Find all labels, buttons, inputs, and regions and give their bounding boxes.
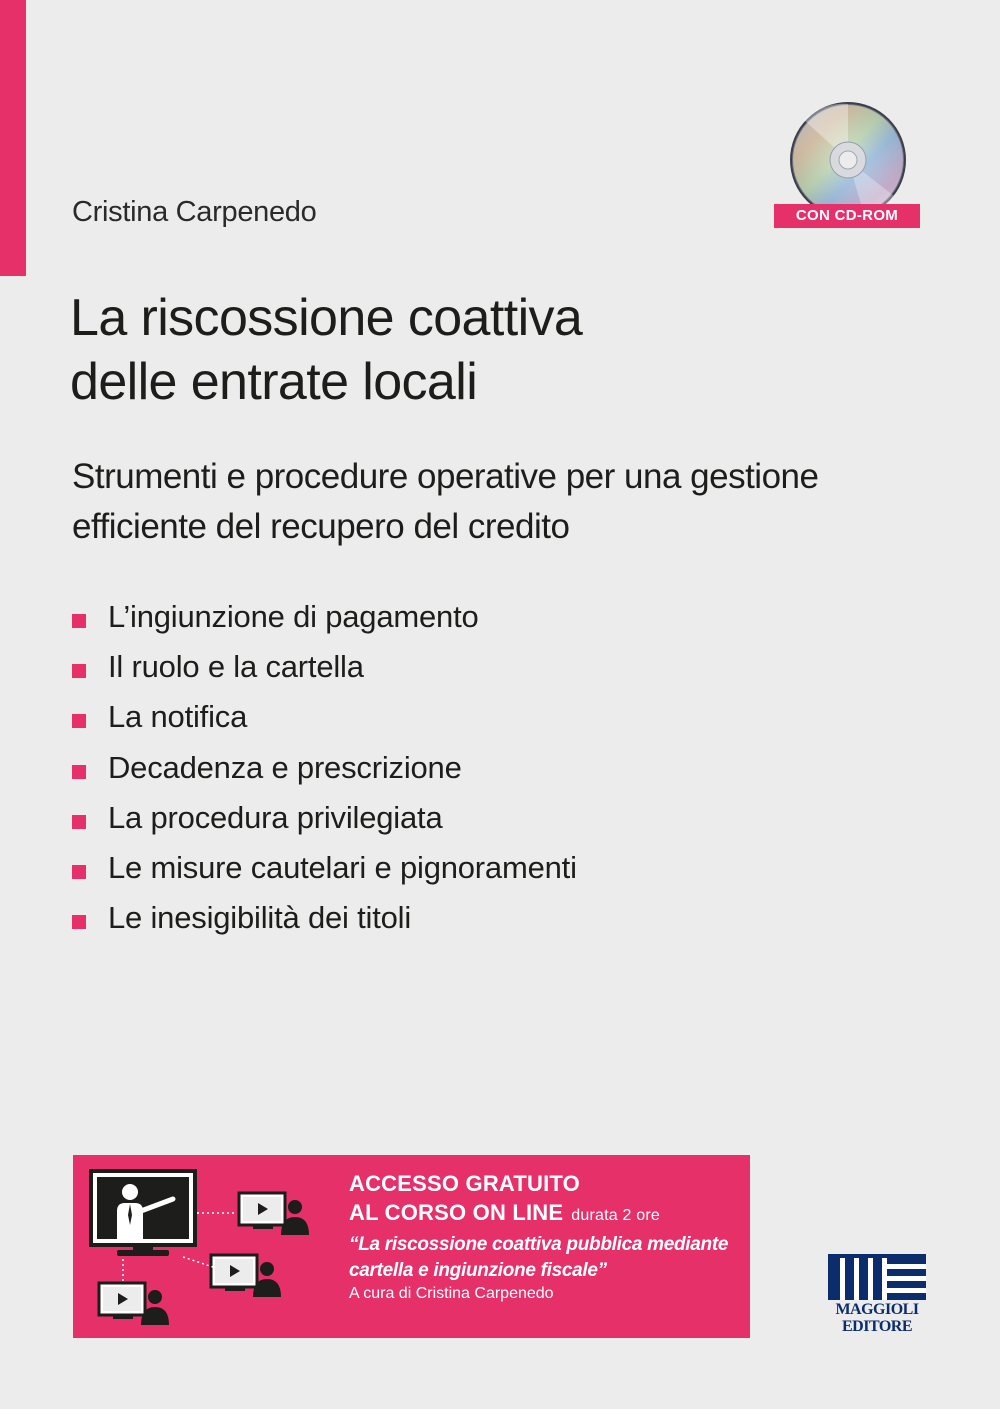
square-bullet-icon xyxy=(72,714,86,728)
publisher-name xyxy=(828,1301,926,1335)
maggioli-logo-icon xyxy=(828,1254,926,1300)
author-name: Cristina Carpenedo xyxy=(72,196,317,228)
book-title xyxy=(70,286,582,414)
topic-label: La procedura privilegiata xyxy=(108,799,443,835)
online-course-icon xyxy=(73,1155,343,1338)
online-course-banner xyxy=(73,1155,750,1338)
list-item xyxy=(72,893,577,943)
topic-label: Decadenza e prescrizione xyxy=(108,749,462,785)
book-subtitle xyxy=(72,452,818,552)
course-duration: durata 2 ore xyxy=(571,1207,660,1224)
topic-label: Le misure cautelari e pignoramenti xyxy=(108,850,577,886)
list-item xyxy=(72,642,577,692)
course-title-line: cartella e ingiunzione fiscale” xyxy=(349,1260,607,1281)
list-item xyxy=(72,692,577,742)
list-item xyxy=(72,793,577,843)
cd-rom-badge: CON CD-ROM xyxy=(774,204,920,228)
square-bullet-icon xyxy=(72,664,86,678)
subtitle-line: efficiente del recupero del credito xyxy=(72,507,570,546)
subtitle-line: Strumenti e procedure operative per una gestione xyxy=(72,457,819,496)
publisher-name-line: MAGGIOLI xyxy=(835,1301,919,1318)
accent-bar xyxy=(0,0,26,276)
course-title-line: “La riscossione coattiva pubblica mediante xyxy=(349,1234,729,1255)
list-item xyxy=(72,743,577,793)
online-course-heading xyxy=(349,1198,728,1230)
publisher-logo xyxy=(828,1254,926,1344)
square-bullet-icon xyxy=(72,915,86,929)
course-title xyxy=(349,1232,728,1284)
course-curator: A cura di Cristina Carpenedo xyxy=(349,1285,554,1302)
publisher-name-line: EDITORE xyxy=(841,1318,912,1335)
topic-list xyxy=(72,592,577,943)
square-bullet-icon xyxy=(72,815,86,829)
list-item xyxy=(72,592,577,642)
title-line: delle entrate locali xyxy=(70,353,478,411)
square-bullet-icon xyxy=(72,865,86,879)
list-item xyxy=(72,843,577,893)
square-bullet-icon xyxy=(72,765,86,779)
topic-label: La notifica xyxy=(108,699,248,735)
online-course-label: AL CORSO ON LINE xyxy=(349,1200,564,1225)
square-bullet-icon xyxy=(72,614,86,628)
course-info xyxy=(349,1169,728,1304)
topic-label: Il ruolo e la cartella xyxy=(108,649,364,685)
topic-label: L’ingiunzione di pagamento xyxy=(108,599,479,635)
topic-label: Le inesigibilità dei titoli xyxy=(108,900,412,936)
free-access-heading: ACCESSO GRATUITO xyxy=(349,1171,580,1196)
title-line: La riscossione coattiva xyxy=(70,289,583,347)
